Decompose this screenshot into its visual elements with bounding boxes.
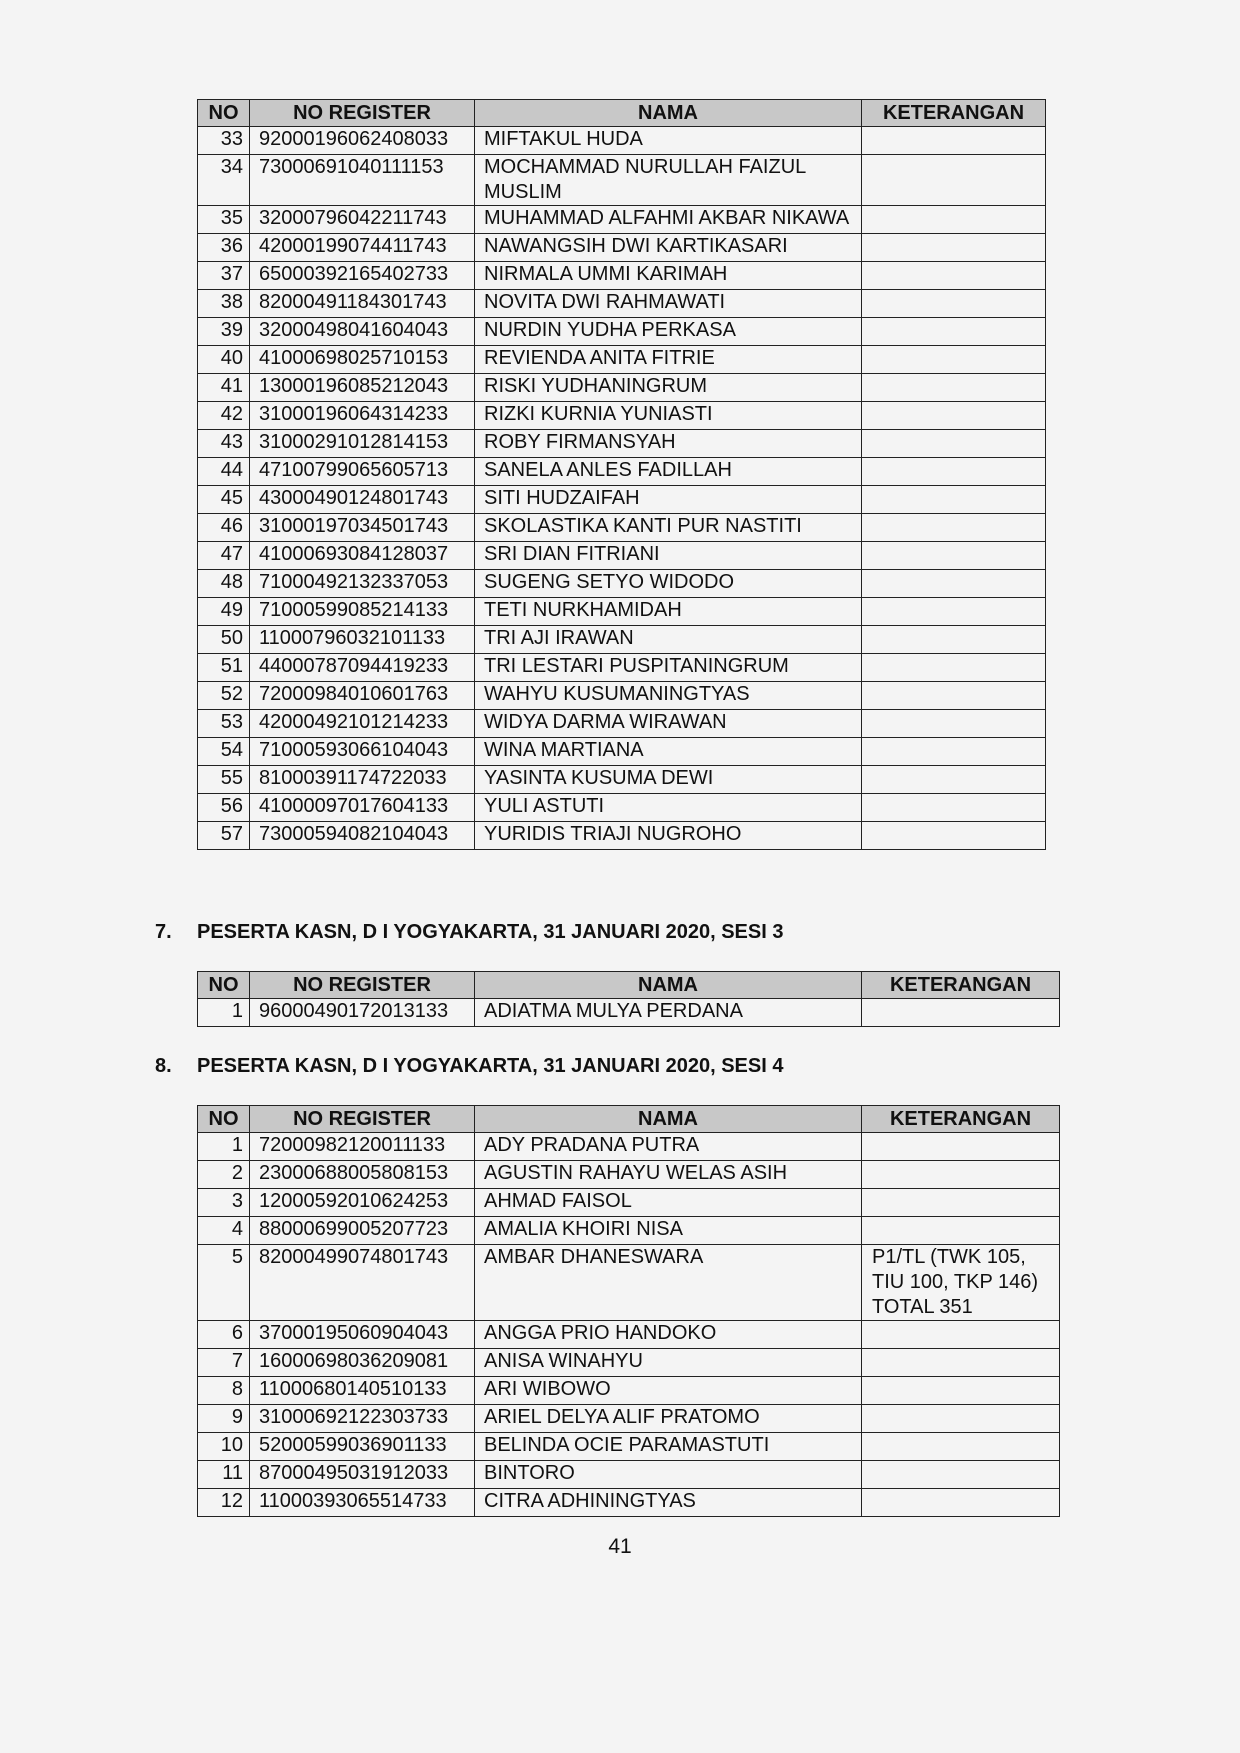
cell-keterangan [862,1321,1060,1349]
table-row [198,626,1046,654]
cell-no: 45 [198,486,250,514]
table-row [198,430,1046,458]
cell-register: 88000699005207723 [250,1217,475,1245]
column-header-register: NO REGISTER [250,972,475,999]
cell-keterangan [862,822,1046,850]
cell-register: 73000691040111153 [250,155,475,206]
cell-no: 49 [198,598,250,626]
cell-keterangan [862,374,1046,402]
cell-no: 52 [198,682,250,710]
cell-keterangan [862,1189,1060,1217]
cell-register: 31000291012814153 [250,430,475,458]
cell-keterangan [862,1405,1060,1433]
cell-register: 31000692122303733 [250,1405,475,1433]
table-header-row [198,1106,1060,1133]
column-header-no: NO [198,100,250,127]
cell-nama: ANISA WINAHYU [475,1349,862,1377]
cell-nama: YULI ASTUTI [475,794,862,822]
cell-no: 55 [198,766,250,794]
cell-no: 37 [198,262,250,290]
table-row [198,1189,1060,1217]
column-header-nama: NAMA [475,972,862,999]
table-row [198,654,1046,682]
cell-nama: NOVITA DWI RAHMAWATI [475,290,862,318]
cell-keterangan [862,155,1046,206]
cell-keterangan [862,1433,1060,1461]
cell-keterangan [862,402,1046,430]
column-header-nama: NAMA [475,100,862,127]
cell-no: 38 [198,290,250,318]
cell-nama: SKOLASTIKA KANTI PUR NASTITI [475,514,862,542]
table-row [198,794,1046,822]
cell-keterangan [862,738,1046,766]
table-row [198,1489,1060,1517]
section-title: PESERTA KASN, D I YOGYAKARTA, 31 JANUARI 2020, SESI 3 [197,921,784,943]
cell-no: 36 [198,234,250,262]
cell-register: 82000499074801743 [250,1245,475,1321]
cell-keterangan [862,1461,1060,1489]
cell-register: 11000393065514733 [250,1489,475,1517]
cell-register: 41000097017604133 [250,794,475,822]
cell-nama: WINA MARTIANA [475,738,862,766]
cell-register: 81000391174722033 [250,766,475,794]
column-header-register: NO REGISTER [250,1106,475,1133]
cell-no: 48 [198,570,250,598]
cell-keterangan [862,346,1046,374]
cell-keterangan [862,262,1046,290]
cell-register: 42000199074411743 [250,234,475,262]
table-body [198,999,1060,1027]
cell-keterangan [862,626,1046,654]
table-row [198,682,1046,710]
table-row [198,542,1046,570]
cell-no: 9 [198,1405,250,1433]
cell-register: 11000680140510133 [250,1377,475,1405]
cell-keterangan [862,682,1046,710]
cell-keterangan [862,598,1046,626]
cell-register: 42000492101214233 [250,710,475,738]
cell-register: 31000196064314233 [250,402,475,430]
cell-register: 13000196085212043 [250,374,475,402]
section-number: 8. [155,1055,172,1077]
section-number: 7. [155,921,172,943]
cell-nama: ADIATMA MULYA PERDANA [475,999,862,1027]
cell-no: 39 [198,318,250,346]
cell-register: 82000491184301743 [250,290,475,318]
cell-keterangan [862,1133,1060,1161]
cell-keterangan [862,794,1046,822]
cell-register: 71000599085214133 [250,598,475,626]
cell-keterangan [862,127,1046,155]
cell-nama: MIFTAKUL HUDA [475,127,862,155]
table-row [198,1349,1060,1377]
cell-nama: AMBAR DHANESWARA [475,1245,862,1321]
section-heading-7 [155,921,783,944]
table-row [198,710,1046,738]
table-row [198,1217,1060,1245]
table-row [198,570,1046,598]
column-header-no: NO [198,1106,250,1133]
table-row [198,318,1046,346]
cell-keterangan [862,1377,1060,1405]
table-row [198,1377,1060,1405]
cell-keterangan [862,570,1046,598]
cell-no: 47 [198,542,250,570]
table-row [198,1461,1060,1489]
table-row [198,1433,1060,1461]
cell-no: 10 [198,1433,250,1461]
cell-nama: REVIENDA ANITA FITRIE [475,346,862,374]
cell-nama: ADY PRADANA PUTRA [475,1133,862,1161]
cell-no: 42 [198,402,250,430]
cell-nama: YASINTA KUSUMA DEWI [475,766,862,794]
cell-keterangan [862,999,1060,1027]
table-row [198,766,1046,794]
cell-keterangan [862,766,1046,794]
table-row [198,374,1046,402]
cell-keterangan [862,514,1046,542]
cell-no: 6 [198,1321,250,1349]
cell-keterangan [862,1349,1060,1377]
cell-nama: NIRMALA UMMI KARIMAH [475,262,862,290]
cell-no: 46 [198,514,250,542]
cell-nama: NAWANGSIH DWI KARTIKASARI [475,234,862,262]
cell-keterangan [862,206,1046,234]
table-row [198,514,1046,542]
cell-nama: NURDIN YUDHA PERKASA [475,318,862,346]
table-row [198,290,1046,318]
cell-no: 7 [198,1349,250,1377]
section-title: PESERTA KASN, D I YOGYAKARTA, 31 JANUARI 2020, SESI 4 [197,1055,784,1077]
cell-keterangan [862,542,1046,570]
column-header-no: NO [198,972,250,999]
cell-no: 11 [198,1461,250,1489]
cell-no: 35 [198,206,250,234]
cell-no: 57 [198,822,250,850]
cell-nama: ANGGA PRIO HANDOKO [475,1321,862,1349]
table-row [198,262,1046,290]
table-row [198,822,1046,850]
cell-register: 47100799065605713 [250,458,475,486]
cell-no: 43 [198,430,250,458]
cell-nama: SITI HUDZAIFAH [475,486,862,514]
cell-nama: BINTORO [475,1461,862,1489]
column-header-keterangan: KETERANGAN [862,972,1060,999]
cell-register: 73000594082104043 [250,822,475,850]
cell-register: 72000982120011133 [250,1133,475,1161]
column-header-keterangan: KETERANGAN [862,100,1046,127]
column-header-register: NO REGISTER [250,100,475,127]
cell-nama: ROBY FIRMANSYAH [475,430,862,458]
section-heading-8 [155,1055,783,1078]
table-row [198,346,1046,374]
cell-register: 31000197034501743 [250,514,475,542]
cell-nama: MOCHAMMAD NURULLAH FAIZUL MUSLIM [475,155,862,206]
cell-keterangan [862,458,1046,486]
table-row [198,1133,1060,1161]
table-header-row [198,972,1060,999]
cell-keterangan [862,430,1046,458]
table-row [198,155,1046,206]
cell-no: 34 [198,155,250,206]
column-header-keterangan: KETERANGAN [862,1106,1060,1133]
cell-nama: RISKI YUDHANINGRUM [475,374,862,402]
cell-no: 2 [198,1161,250,1189]
cell-nama: RIZKI KURNIA YUNIASTI [475,402,862,430]
cell-keterangan [862,318,1046,346]
cell-no: 33 [198,127,250,155]
column-header-nama: NAMA [475,1106,862,1133]
cell-nama: TETI NURKHAMIDAH [475,598,862,626]
cell-keterangan [862,290,1046,318]
cell-nama: MUHAMMAD ALFAHMI AKBAR NIKAWA [475,206,862,234]
cell-nama: ARI WIBOWO [475,1377,862,1405]
table-row [198,234,1046,262]
cell-keterangan: P1/TL (TWK 105, TIU 100, TKP 146) TOTAL 351 [862,1245,1060,1321]
cell-no: 4 [198,1217,250,1245]
cell-register: 12000592010624253 [250,1189,475,1217]
cell-no: 12 [198,1489,250,1517]
cell-no: 53 [198,710,250,738]
table-row [198,127,1046,155]
cell-nama: AHMAD FAISOL [475,1189,862,1217]
cell-nama: WIDYA DARMA WIRAWAN [475,710,862,738]
table-row [198,1321,1060,1349]
cell-register: 72000984010601763 [250,682,475,710]
cell-nama: AGUSTIN RAHAYU WELAS ASIH [475,1161,862,1189]
cell-nama: TRI AJI IRAWAN [475,626,862,654]
cell-no: 41 [198,374,250,402]
cell-register: 41000698025710153 [250,346,475,374]
cell-register: 96000490172013133 [250,999,475,1027]
table-row [198,1161,1060,1189]
cell-keterangan [862,486,1046,514]
participants-table-sesi-4 [197,1105,1060,1517]
cell-keterangan [862,710,1046,738]
cell-keterangan [862,1489,1060,1517]
table-row [198,1405,1060,1433]
cell-nama: SANELA ANLES FADILLAH [475,458,862,486]
cell-register: 32000796042211743 [250,206,475,234]
cell-nama: SRI DIAN FITRIANI [475,542,862,570]
cell-register: 43000490124801743 [250,486,475,514]
cell-nama: CITRA ADHININGTYAS [475,1489,862,1517]
table-row [198,486,1046,514]
cell-no: 51 [198,654,250,682]
cell-register: 11000796032101133 [250,626,475,654]
cell-keterangan [862,654,1046,682]
table-row [198,1245,1060,1321]
page-number: 41 [608,1535,632,1558]
cell-register: 23000688005808153 [250,1161,475,1189]
cell-keterangan [862,1161,1060,1189]
cell-keterangan [862,1217,1060,1245]
table-row [198,999,1060,1027]
table-row [198,738,1046,766]
participants-table-continued [197,99,1046,850]
cell-register: 92000196062408033 [250,127,475,155]
cell-no: 5 [198,1245,250,1321]
cell-nama: TRI LESTARI PUSPITANINGRUM [475,654,862,682]
cell-register: 41000693084128037 [250,542,475,570]
cell-no: 40 [198,346,250,374]
cell-register: 44000787094419233 [250,654,475,682]
cell-no: 50 [198,626,250,654]
cell-keterangan [862,234,1046,262]
cell-register: 71000492132337053 [250,570,475,598]
cell-register: 65000392165402733 [250,262,475,290]
cell-nama: AMALIA KHOIRI NISA [475,1217,862,1245]
table-row [198,598,1046,626]
cell-nama: ARIEL DELYA ALIF PRATOMO [475,1405,862,1433]
cell-no: 56 [198,794,250,822]
table-row [198,458,1046,486]
cell-nama: WAHYU KUSUMANINGTYAS [475,682,862,710]
cell-register: 87000495031912033 [250,1461,475,1489]
participants-table-sesi-3 [197,971,1060,1027]
cell-register: 32000498041604043 [250,318,475,346]
cell-register: 37000195060904043 [250,1321,475,1349]
cell-no: 1 [198,999,250,1027]
cell-register: 71000593066104043 [250,738,475,766]
table-row [198,206,1046,234]
cell-no: 3 [198,1189,250,1217]
cell-nama: YURIDIS TRIAJI NUGROHO [475,822,862,850]
cell-no: 1 [198,1133,250,1161]
cell-nama: SUGENG SETYO WIDODO [475,570,862,598]
table-body [198,127,1046,850]
cell-no: 8 [198,1377,250,1405]
table-body [198,1133,1060,1517]
cell-no: 54 [198,738,250,766]
cell-no: 44 [198,458,250,486]
table-header-row [198,100,1046,127]
cell-register: 16000698036209081 [250,1349,475,1377]
cell-nama: BELINDA OCIE PARAMASTUTI [475,1433,862,1461]
cell-register: 52000599036901133 [250,1433,475,1461]
table-row [198,402,1046,430]
